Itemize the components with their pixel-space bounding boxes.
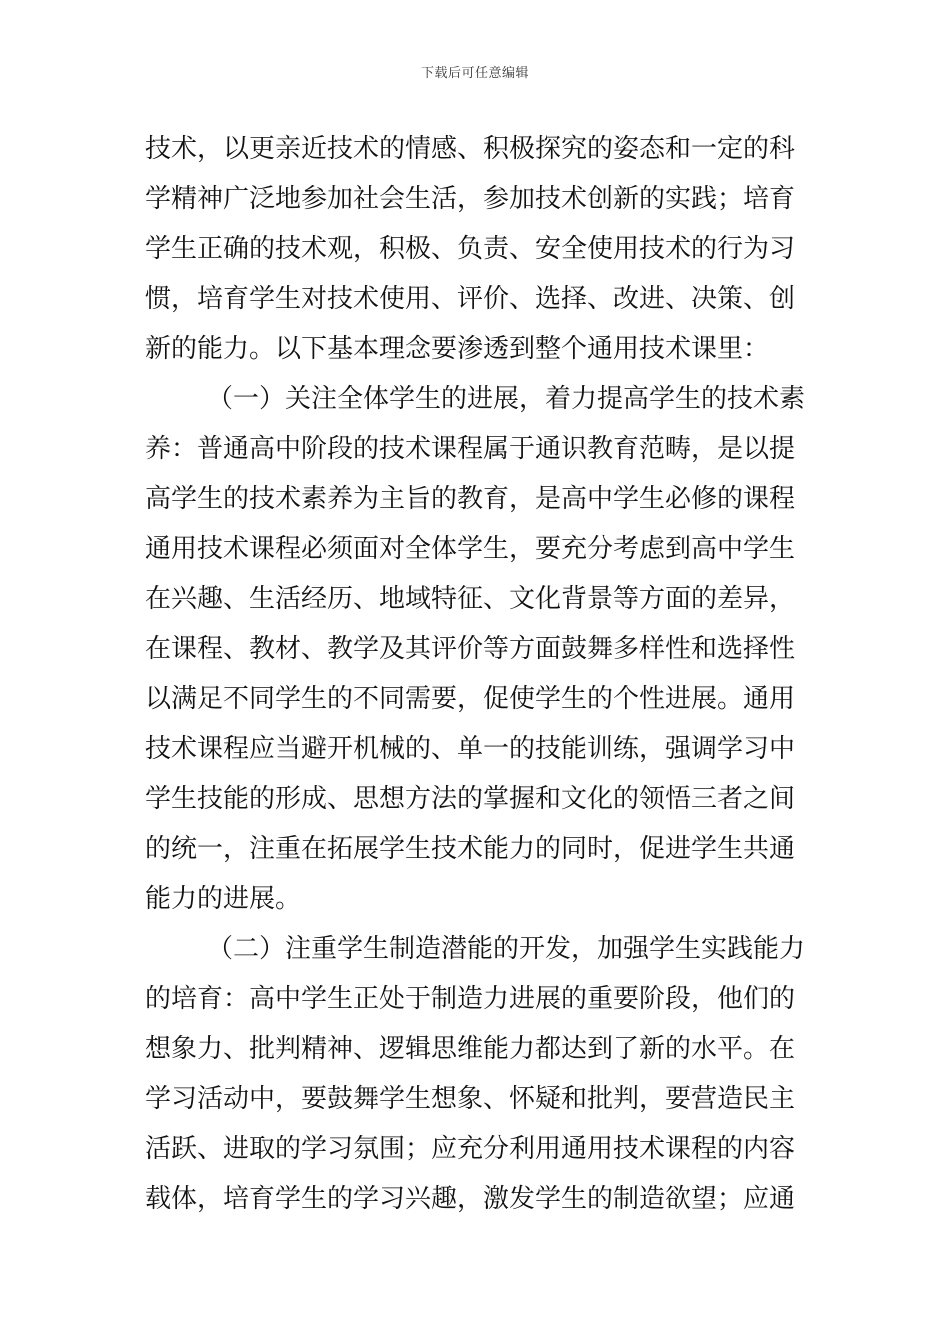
text-line: 惯，培育学生对技术使用、评价、选择、改进、决策、创 [145, 284, 796, 314]
text-line: 新的能力。以下基本理念要渗透到整个通用技术课里： [145, 334, 770, 364]
text-line: 学生技能的形成、思想方法的掌握和文化的领悟三者之间 [145, 784, 796, 814]
text-line: 载体，培育学生的学习兴趣，激发学生的制造欲望；应通 [145, 1184, 796, 1214]
text-line: 高学生的技术素养为主旨的教育，是高中学生必修的课程 [145, 484, 796, 514]
text-line: 学习活动中，要鼓舞学生想象、怀疑和批判，要营造民主 [145, 1084, 796, 1114]
text-line: 想象力、批判精神、逻辑思维能力都达到了新的水平。在 [145, 1034, 796, 1064]
text-line: 的统一，注重在拓展学生技术能力的同时，促进学生共通 [145, 834, 796, 864]
text-line: 学生正确的技术观，积极、负责、安全使用技术的行为习 [145, 234, 796, 264]
text-line: 活跃、进取的学习氛围；应充分利用通用技术课程的内容 [145, 1134, 796, 1164]
text-line: 的培育：高中学生正处于制造力进展的重要阶段，他们的 [145, 984, 796, 1014]
page-header: 下载后可任意编辑 [420, 66, 529, 81]
text-line: 在兴趣、生活经历、地域特征、文化背景等方面的差异， [145, 584, 796, 614]
text-line: 技术课程应当避开机械的、单一的技能训练，强调学习中 [145, 734, 796, 764]
text-line: 通用技术课程必须面对全体学生，要充分考虑到高中学生 [145, 534, 796, 564]
section-one-heading-line: （一）关注全体学生的进展，着力提高学生的技术素 [207, 384, 806, 414]
document-body [145, 124, 810, 1224]
text-line: 在课程、教材、教学及其评价等方面鼓舞多样性和选择性 [145, 634, 796, 664]
text-line: 以满足不同学生的不同需要，促使学生的个性进展。通用 [145, 684, 796, 714]
section-two-heading-line: （二）注重学生制造潜能的开发，加强学生实践能力 [207, 934, 806, 964]
text-line: 学精神广泛地参加社会生活，参加技术创新的实践；培育 [145, 184, 796, 214]
text-line: 技术，以更亲近技术的情感、积极探究的姿态和一定的科 [145, 134, 796, 164]
text-line: 养：普通高中阶段的技术课程属于通识教育范畴，是以提 [145, 434, 796, 464]
text-line: 能力的进展。 [145, 884, 302, 914]
